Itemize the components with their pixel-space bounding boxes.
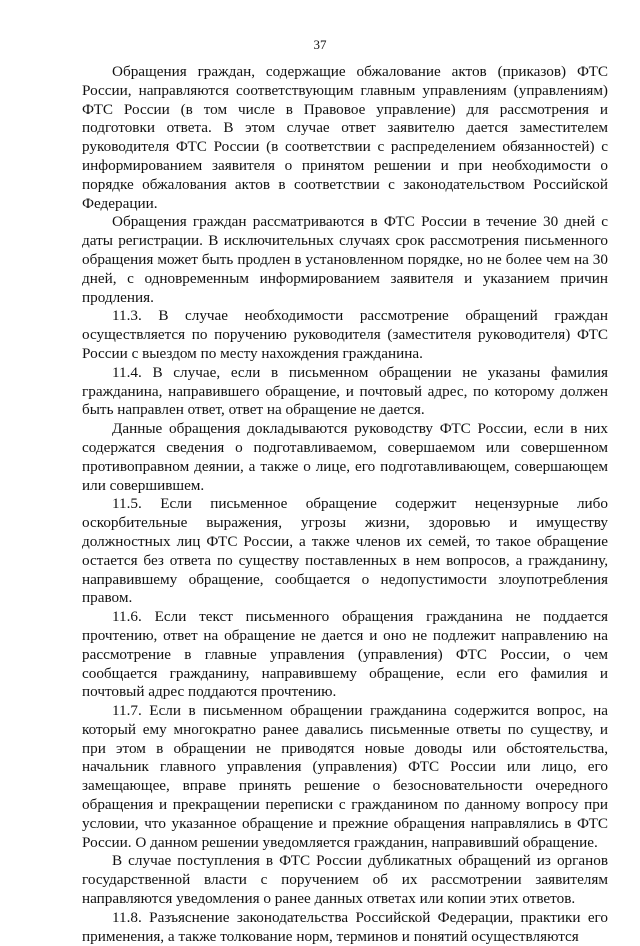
paragraph-11-8: 11.8. Разъяснение законодательства Российской Федерации, практики его применения, а также толкование норм, терминов и понятий осуществляются xyxy=(82,908,608,945)
paragraph-11-4: 11.4. В случае, если в письменном обращении не указаны фамилия гражданина, направившего обращение, и почтовый адрес, по которому должен быть направлен ответ, ответ на обращение не дается. xyxy=(82,363,608,419)
paragraph-11-7: 11.7. Если в письменном обращении гражданина содержится вопрос, на который ему многократно ранее давались письменные ответы по существу, и при этом в обращении не приводятся новые доводы или обстоятельства, начальник главного управления (управления) ФТС России или лицо, его замещающее, вправе принять решение о безосновательности очередного обращения и прекращении переписки с гражданином по данному вопросу при условии, что указанное обращение и прежние обращения направлялись в ФТС России. О данном решении уведомляется гражданин, направивший обращение. xyxy=(82,702,608,851)
paragraph-11-5: 11.5. Если письменное обращение содержит нецензурные либо оскорбительные выражения, угрозы жизни, здоровью и имуществу должностных лиц ФТС России, а также членов их семей, то такое обращение остается без ответа по существу поставленных в нем вопросов, а гражданину, направившему обращение, сообщается о недопустимости злоупотребления правом. xyxy=(82,495,608,607)
document-body xyxy=(82,63,608,946)
paragraph-appeals-acts: Обращения граждан, содержащие обжалование актов (приказов) ФТС России, направляются соответствующим главным управлениям (управлениям) ФТС России (в том числе в Правовое управление) для рассмотрения и подготовки ответа. В этом случае ответ заявителю дается заместителем руководителя ФТС России (в соответствии с распределением обязанностей) с информированием заявителя о принятом решении и при необходимости о порядке обжалования актов в соответствии с законодательством Российской Федерации. xyxy=(82,63,608,212)
page-number: 37 xyxy=(313,37,327,52)
paragraph-11-3: 11.3. В случае необходимости рассмотрение обращений граждан осуществляется по поручению руководителя (заместителя руководителя) ФТС России с выездом по месту нахождения гражданина. xyxy=(82,307,608,362)
paragraph-duplicate-appeals: В случае поступления в ФТС России дубликатных обращений из органов государственной власти с поручением об их рассмотрении заявителям направляются уведомления о ранее данных ответах или копии этих ответов. xyxy=(82,852,608,908)
paragraph-review-term: Обращения граждан рассматриваются в ФТС России в течение 30 дней с даты регистрации. В исключительных случаях срок рассмотрения письменного обращения может быть продлен в установленном порядке, но не более чем на 30 дней, с одновременным информированием заявителя и указанием причин продления. xyxy=(82,213,608,306)
paragraph-reported-appeals: Данные обращения докладываются руководству ФТС России, если в них содержатся сведения о подготавливаемом, совершаемом или совершенном противоправном деянии, а также о лице, его подготавливающем, совершающем или совершившем. xyxy=(82,420,608,494)
paragraph-11-6: 11.6. Если текст письменного обращения гражданина не поддается прочтению, ответ на обращение не дается и оно не подлежит направлению на рассмотрение в главные управления (управления) ФТС России, о чем сообщается гражданину, направившему обращение, если его фамилия и почтовый адрес поддаются прочтению. xyxy=(82,608,608,701)
